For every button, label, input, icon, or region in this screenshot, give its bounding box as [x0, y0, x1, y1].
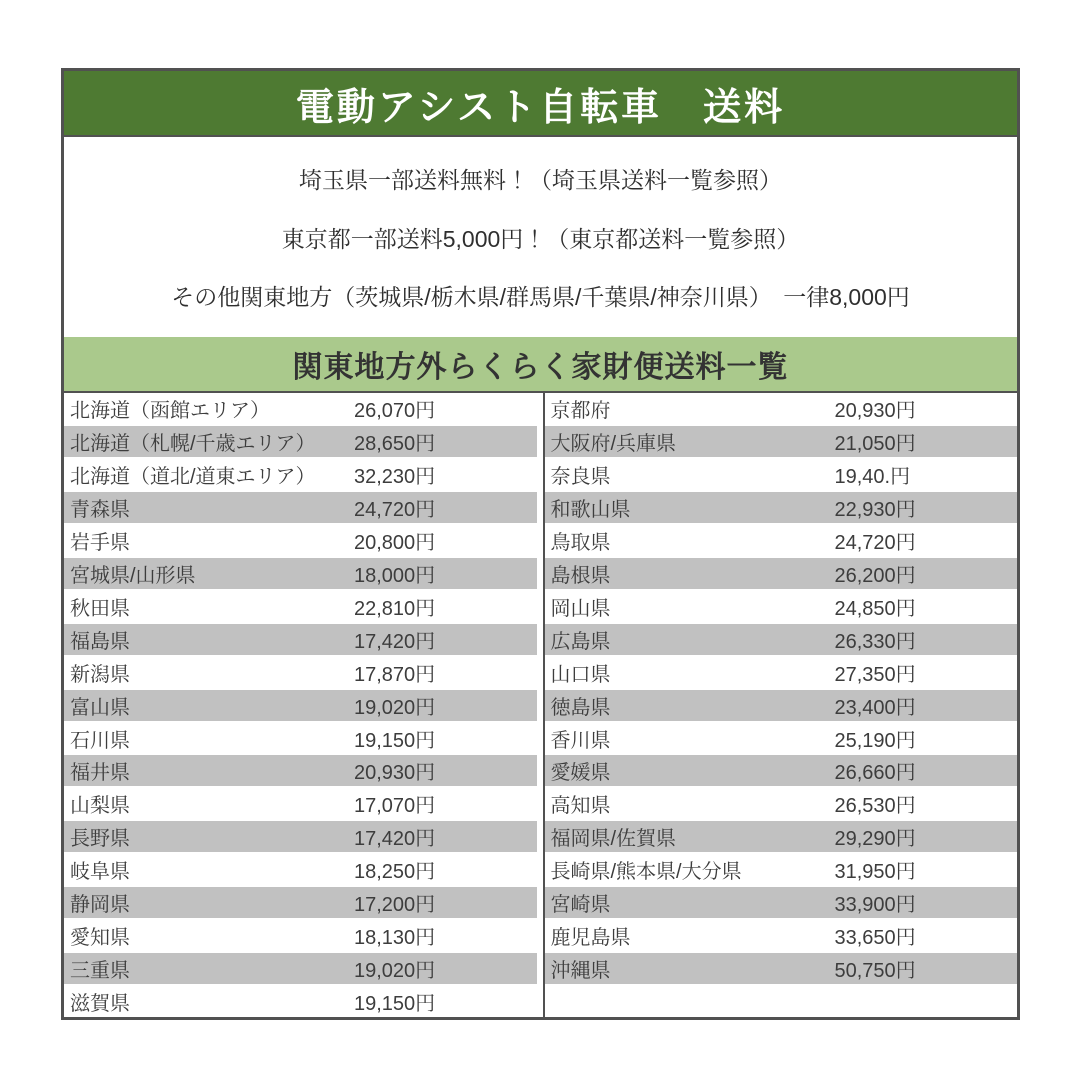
price-cell: 18,250円	[354, 861, 436, 884]
table-row	[64, 525, 537, 556]
section-header-banner	[64, 337, 1017, 393]
price-cell: 22,930円	[834, 498, 916, 521]
region-cell: 香川県	[550, 729, 611, 752]
region-cell: 福井県	[70, 762, 130, 785]
price-cell: 27,350円	[834, 663, 916, 686]
table-row	[545, 854, 1018, 885]
price-cell: 21,050円	[834, 432, 916, 455]
price-cell: 31,950円	[834, 861, 916, 884]
price-cell: 20,800円	[354, 531, 436, 554]
table-row	[64, 556, 537, 591]
region-cell: 岡山県	[550, 597, 611, 620]
notes-section	[64, 137, 1017, 337]
region-cell: 新潟県	[70, 663, 130, 686]
region-cell: 愛知県	[70, 927, 130, 950]
price-cell: 17,420円	[354, 630, 436, 653]
price-cell: 26,660円	[834, 762, 916, 785]
region-cell: 高知県	[550, 795, 611, 818]
price-cell: 20,930円	[834, 399, 916, 422]
table-row	[64, 490, 537, 525]
price-cell: 19,020円	[354, 696, 436, 719]
region-cell: 北海道（函館エリア）	[70, 399, 270, 422]
price-cell: 24,720円	[354, 498, 436, 521]
region-cell: 奈良県	[550, 465, 611, 488]
price-cell: 26,070円	[354, 399, 436, 422]
price-cell: 50,750円	[834, 960, 916, 983]
table-row	[545, 788, 1018, 819]
table-row	[64, 986, 537, 1017]
table-row	[64, 622, 537, 657]
table-row	[545, 525, 1018, 556]
table-row	[64, 788, 537, 819]
price-cell: 19,020円	[354, 960, 436, 983]
price-cell: 24,720円	[834, 531, 916, 554]
table-row	[64, 657, 537, 688]
note-saitama: 埼玉県一部送料無料！（埼玉県送料一覧参照）	[299, 167, 782, 194]
region-cell: 和歌山県	[550, 498, 631, 521]
price-cell: 23,400円	[834, 696, 916, 719]
table-row	[545, 657, 1018, 688]
fee-table	[64, 393, 1017, 1017]
table-row	[545, 556, 1018, 591]
table-row	[545, 885, 1018, 920]
table-row	[545, 723, 1018, 754]
region-cell: 宮城県/山形県	[70, 564, 196, 587]
table-row	[64, 819, 537, 854]
price-cell: 33,650円	[834, 927, 916, 950]
region-cell: 広島県	[550, 630, 611, 653]
region-cell: 静岡県	[70, 894, 130, 917]
table-row	[545, 986, 1018, 1017]
region-cell: 石川県	[70, 729, 130, 752]
fee-table-right-column	[545, 393, 1018, 1017]
region-cell: 山口県	[550, 663, 611, 686]
price-cell: 32,230円	[354, 465, 436, 488]
table-row	[64, 885, 537, 920]
table-row	[64, 393, 537, 424]
region-cell: 福島県	[70, 630, 130, 653]
region-cell: 福岡県/佐賀県	[550, 828, 677, 851]
price-cell: 26,330円	[834, 630, 916, 653]
region-cell: 北海道（道北/道東エリア）	[70, 465, 316, 488]
price-cell: 25,190円	[834, 729, 916, 752]
table-row	[545, 951, 1018, 986]
price-cell: 19,40.円	[834, 465, 911, 488]
price-cell: 24,850円	[834, 597, 916, 620]
shipping-fee-sheet	[61, 68, 1020, 1020]
table-row	[64, 459, 537, 490]
table-row	[64, 723, 537, 754]
price-cell: 17,070円	[354, 795, 436, 818]
table-row	[64, 753, 537, 788]
region-cell: 徳島県	[550, 696, 611, 719]
region-cell: 岐阜県	[70, 861, 130, 884]
note-tokyo: 東京都一部送料5,000円！（東京都送料一覧参照）	[281, 225, 800, 252]
title-banner	[64, 71, 1017, 137]
fee-table-left-column	[64, 393, 545, 1017]
table-row	[64, 951, 537, 986]
region-cell: 長野県	[70, 828, 130, 851]
region-cell: 長崎県/熊本県/大分県	[550, 861, 742, 884]
region-cell: 大阪府/兵庫県	[550, 432, 677, 455]
price-cell: 29,290円	[834, 828, 916, 851]
region-cell: 宮崎県	[550, 894, 611, 917]
price-cell: 26,200円	[834, 564, 916, 587]
price-cell: 33,900円	[834, 894, 916, 917]
table-row	[545, 753, 1018, 788]
table-row	[545, 819, 1018, 854]
price-cell: 18,000円	[354, 564, 436, 587]
region-cell: 岩手県	[70, 531, 130, 554]
table-row	[545, 920, 1018, 951]
region-cell: 北海道（札幌/千歳エリア）	[70, 432, 316, 455]
table-row	[64, 854, 537, 885]
region-cell: 鳥取県	[550, 531, 611, 554]
table-row	[545, 459, 1018, 490]
note-kanto-other: その他関東地方（茨城県/栃木県/群馬県/千葉県/神奈川県） 一律8,000円	[171, 283, 910, 310]
region-cell: 三重県	[70, 960, 130, 983]
table-row	[545, 393, 1018, 424]
page-title: 電動アシスト自転車 送料	[295, 86, 786, 129]
region-cell: 愛媛県	[550, 762, 611, 785]
price-cell: 19,150円	[354, 993, 436, 1016]
price-cell: 18,130円	[354, 927, 436, 950]
price-cell: 22,810円	[354, 597, 436, 620]
table-row	[64, 591, 537, 622]
table-row	[545, 688, 1018, 723]
region-cell: 滋賀県	[70, 993, 130, 1016]
region-cell: 山梨県	[70, 795, 130, 818]
price-cell: 26,530円	[834, 795, 916, 818]
price-cell: 17,870円	[354, 663, 436, 686]
table-row	[64, 920, 537, 951]
region-cell: 島根県	[550, 564, 611, 587]
table-row	[545, 622, 1018, 657]
price-cell: 20,930円	[354, 762, 436, 785]
table-row	[545, 490, 1018, 525]
price-cell: 17,420円	[354, 828, 436, 851]
table-row	[64, 688, 537, 723]
region-cell: 秋田県	[70, 597, 130, 620]
table-row	[64, 424, 537, 459]
price-cell: 19,150円	[354, 729, 436, 752]
table-row	[545, 591, 1018, 622]
price-cell: 17,200円	[354, 894, 436, 917]
table-row	[545, 424, 1018, 459]
region-cell: 富山県	[70, 696, 130, 719]
region-cell: 鹿児島県	[550, 927, 631, 950]
price-cell: 28,650円	[354, 432, 436, 455]
section-header-title: 関東地方外らくらく家財便送料一覧	[292, 351, 789, 384]
region-cell: 京都府	[550, 399, 611, 422]
region-cell: 沖縄県	[550, 960, 611, 983]
region-cell: 青森県	[70, 498, 130, 521]
